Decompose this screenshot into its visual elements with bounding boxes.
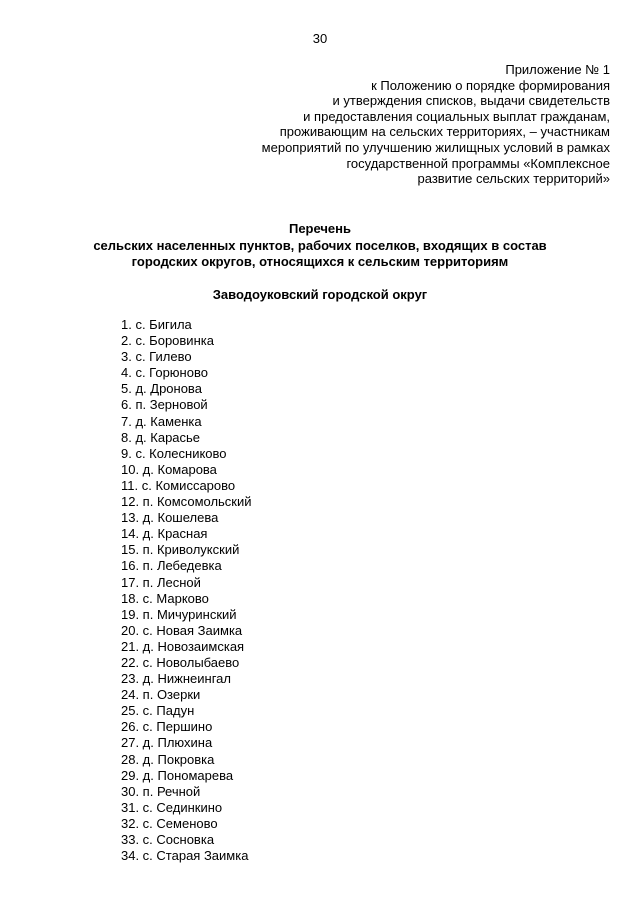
- document-subtitle-line: городских округов, относящихся к сельским территориям: [131, 254, 509, 269]
- list-item: 21. д. Новозаимская: [121, 638, 245, 654]
- list-item: 28. д. Покровка: [121, 751, 215, 767]
- list-item: 17. п. Лесной: [121, 574, 201, 590]
- list-item: 18. с. Марково: [121, 590, 209, 606]
- appendix-line: к Положению о порядке формирования: [371, 77, 610, 93]
- appendix-line: проживающим на сельских территориях, – участникам: [279, 124, 610, 140]
- list-item: 11. с. Комиссарово: [121, 477, 236, 493]
- list-item: 15. п. Криволукский: [121, 542, 240, 558]
- list-item: 2. с. Боровинка: [121, 333, 214, 349]
- page-number: 30: [312, 31, 328, 46]
- list-item: 5. д. Дронова: [121, 381, 202, 397]
- list-item: 14. д. Красная: [121, 526, 208, 542]
- list-item: 9. с. Колесниково: [121, 445, 227, 461]
- list-item: 12. п. Комсомольский: [121, 494, 252, 510]
- district-title: Заводоуковский городской округ: [212, 287, 428, 302]
- appendix-line: и предоставления социальных выплат гражданам,: [303, 108, 610, 124]
- list-item: 6. п. Зерновой: [121, 397, 208, 413]
- document-heading: [0, 221, 640, 271]
- list-item: 31. с. Сединкино: [121, 799, 223, 815]
- list-item: 3. с. Гилево: [121, 349, 192, 365]
- list-item: 25. с. Падун: [121, 703, 195, 719]
- appendix-line: и утверждения списков, выдачи свидетельств: [332, 93, 610, 109]
- appendix-note: [190, 62, 610, 187]
- list-item: 30. п. Речной: [121, 783, 201, 799]
- document-subtitle-line: сельских населенных пунктов, рабочих поселков, входящих в состав: [93, 237, 547, 253]
- list-item: 13. д. Кошелева: [121, 510, 219, 526]
- appendix-line: мероприятий по улучшению жилищных условий в рамках: [261, 139, 610, 155]
- settlements-list: [121, 317, 252, 864]
- list-item: 16. п. Лебедевка: [121, 558, 222, 574]
- list-item: 1. с. Бигила: [121, 317, 192, 332]
- list-item: 19. п. Мичуринский: [121, 606, 237, 622]
- list-item: 22. с. Новолыбаево: [121, 654, 240, 670]
- appendix-line: государственной программы «Комплексное: [346, 155, 610, 171]
- list-item: 32. с. Семеново: [121, 815, 218, 831]
- list-item: 8. д. Карасье: [121, 429, 201, 445]
- appendix-line: Приложение № 1: [505, 62, 610, 77]
- appendix-line: развитие сельских территорий»: [417, 171, 610, 187]
- list-item: 4. с. Горюново: [121, 365, 208, 381]
- list-item: 10. д. Комарова: [121, 461, 217, 477]
- list-item: 26. с. Першино: [121, 719, 213, 735]
- list-item: 34. с. Старая Заимка: [121, 848, 249, 864]
- list-item: 23. д. Нижнеингал: [121, 671, 231, 687]
- document-title: Перечень: [288, 221, 352, 236]
- list-item: 24. п. Озерки: [121, 687, 201, 703]
- list-item: 20. с. Новая Заимка: [121, 622, 243, 638]
- list-item: 29. д. Пономарева: [121, 767, 234, 783]
- list-item: 7. д. Каменка: [121, 413, 202, 429]
- list-item: 33. с. Сосновка: [121, 832, 215, 847]
- list-item: 27. д. Плюхина: [121, 735, 213, 751]
